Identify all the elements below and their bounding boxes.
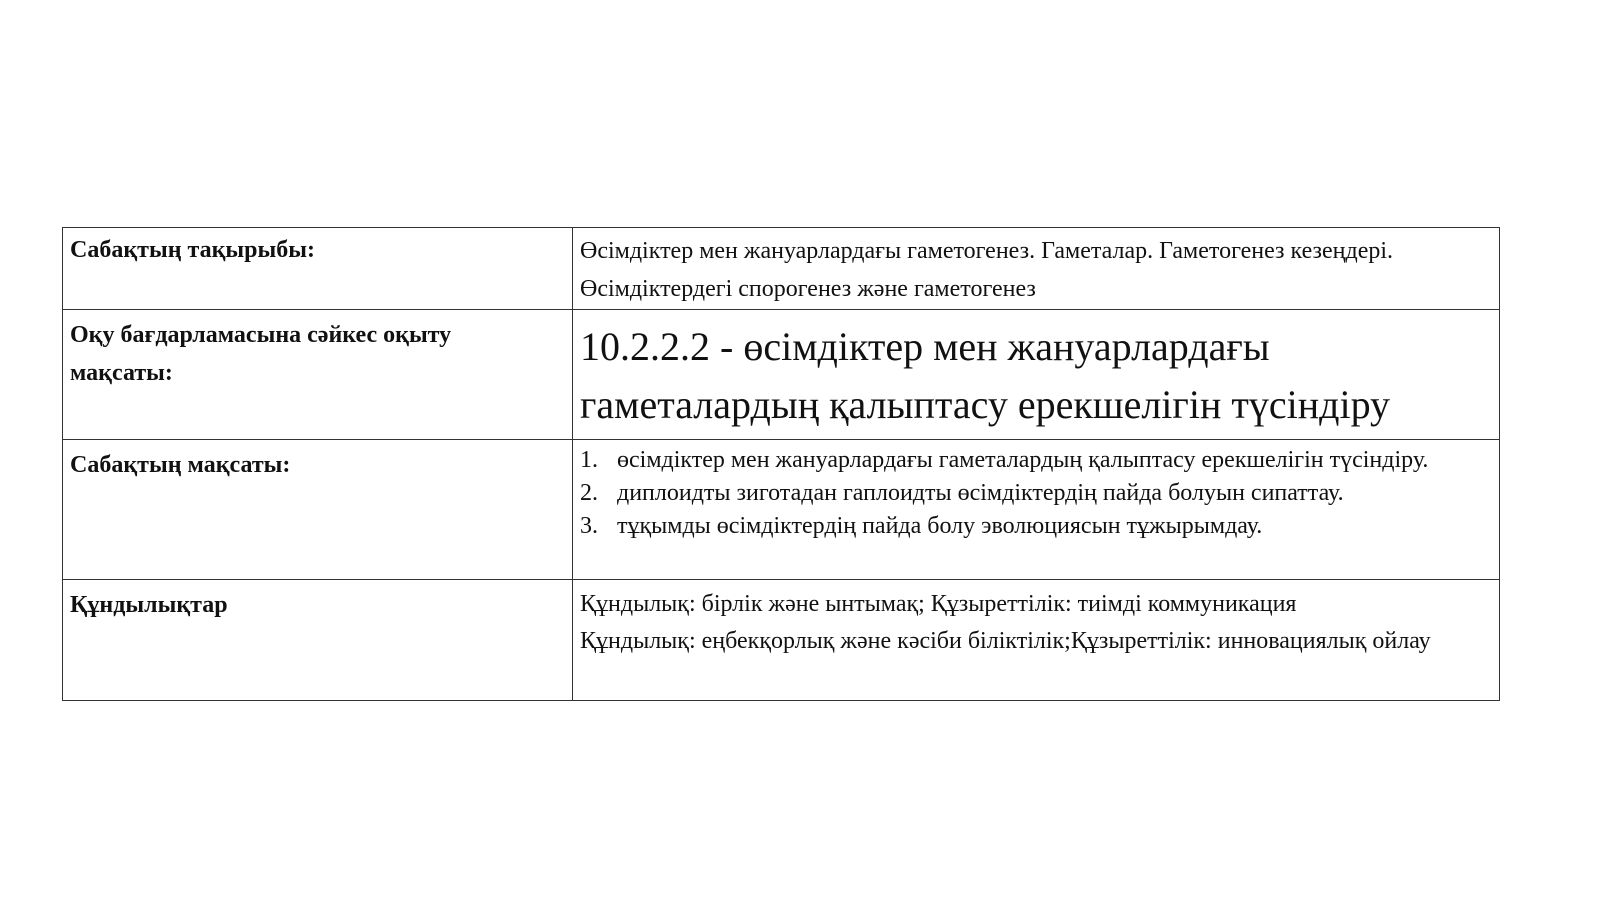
table-row-topic — [63, 228, 1500, 310]
values-line: Құндылық: бірлік және ынтымақ; Құзыреттілік: тиімді коммуникация — [580, 591, 1297, 617]
values-label: Құндылықтар — [63, 580, 573, 701]
table-row-values — [63, 580, 1500, 701]
learning-objective-value: 10.2.2.2 - өсімдіктер мен жануарлардағы гаметалардың қалыптасу ерекшелігін түсіндіру — [573, 310, 1500, 440]
lesson-goals-list — [580, 444, 1491, 543]
list-item — [580, 477, 1491, 510]
list-item-text: өсімдіктер мен жануарлардағы гаметалардың қалыптасу ерекшелігін түсіндіру. — [617, 447, 1429, 473]
learning-objective-label-line: мақсаты: — [70, 360, 173, 386]
list-item-text: тұқымды өсімдіктердің пайда болу эволюциясын тұжырымдау. — [617, 513, 1263, 539]
lesson-goals-label: Сабақтың мақсаты: — [63, 440, 573, 580]
lesson-goals-value — [573, 440, 1500, 580]
learning-objective-label-line: Оқу бағдарламасына сәйкес оқыту — [70, 322, 452, 348]
list-item — [580, 444, 1491, 477]
list-item — [580, 510, 1491, 543]
values-line: Құндылық: еңбекқорлық және кәсіби біліктілік;Құзыреттілік: инновациялық ойлау — [580, 628, 1431, 654]
values-value — [573, 580, 1500, 701]
lesson-plan-table — [62, 227, 1500, 701]
topic-value: Өсімдіктер мен жануарлардағы гаметогенез. Гаметалар. Гаметогенез кезеңдері. Өсімдіктердегі спорогенез және гаметогенез — [573, 228, 1500, 310]
table-row-learning-objective — [63, 310, 1500, 440]
list-item-number: 1. — [580, 447, 598, 473]
topic-label: Сабақтың тақырыбы: — [63, 228, 573, 310]
list-item-text: диплоидты зиготадан гаплоидты өсімдіктердің пайда болуын сипаттау. — [617, 480, 1344, 506]
learning-objective-label — [63, 310, 573, 440]
list-item-number: 3. — [580, 513, 598, 539]
table-row-lesson-goals — [63, 440, 1500, 580]
list-item-number: 2. — [580, 480, 598, 506]
